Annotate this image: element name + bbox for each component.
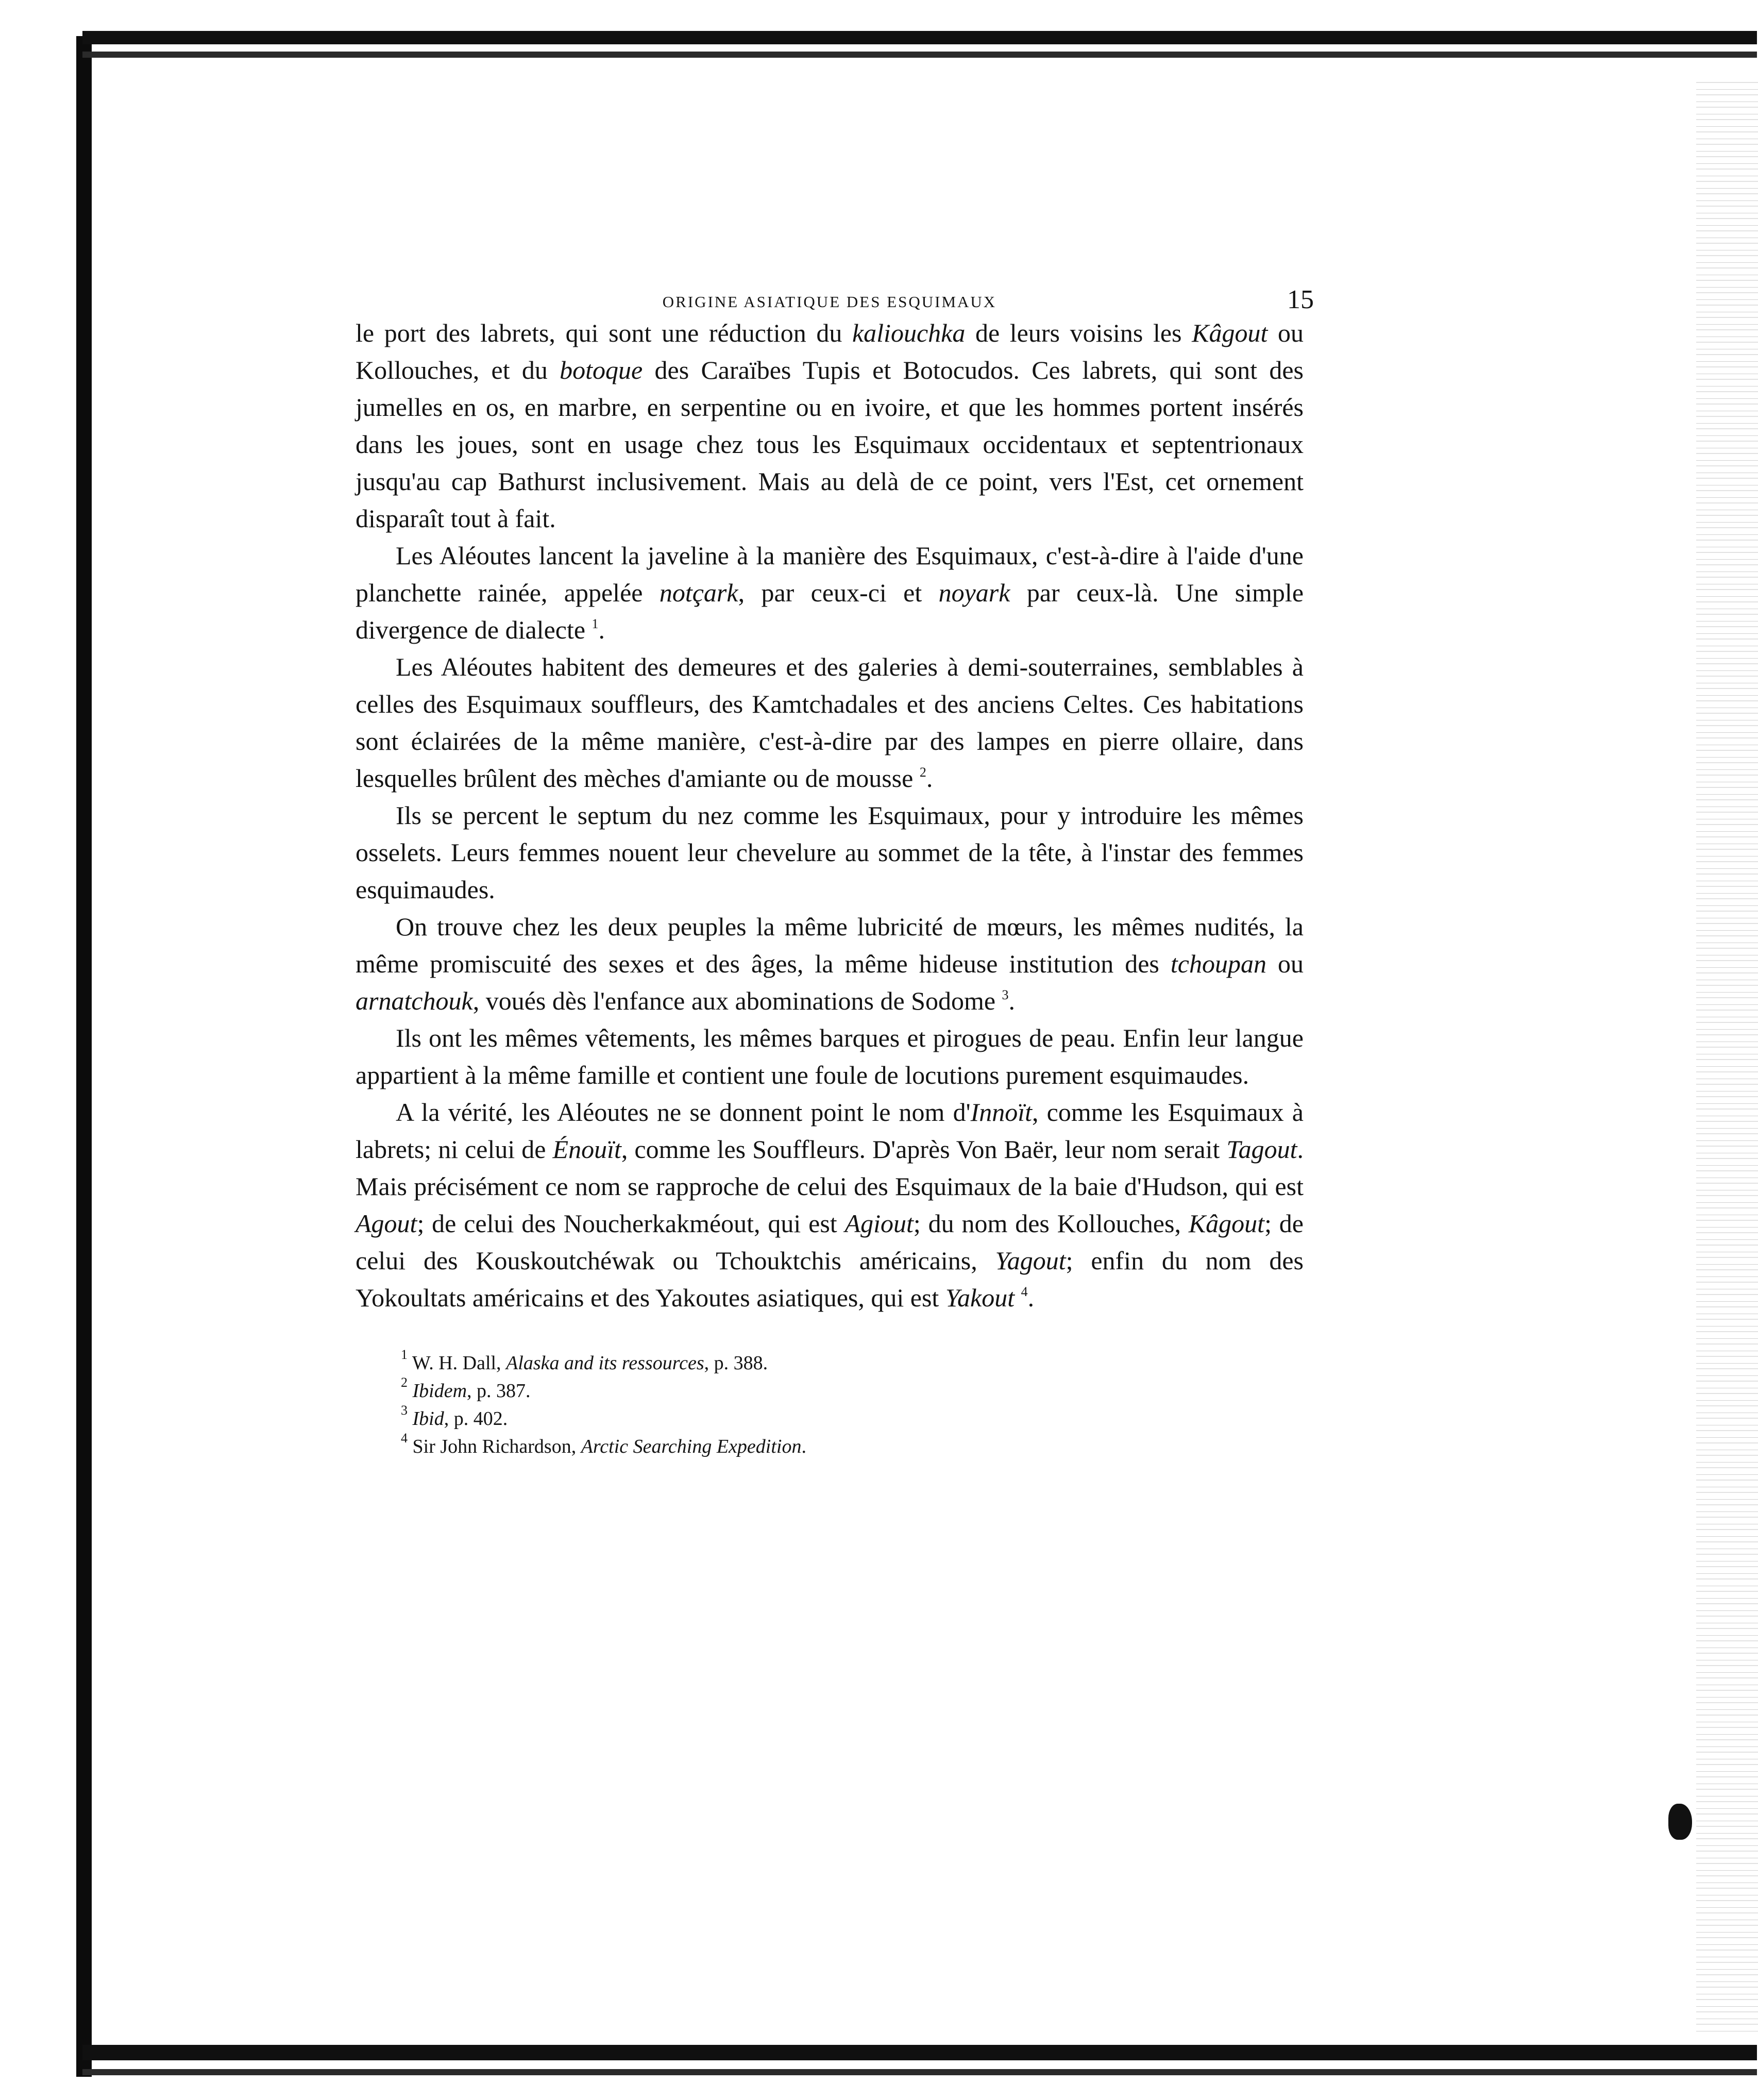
footnote: $^3$ Ibid, p. 402. <box>401 1403 508 1430</box>
footnote-ref-4: 4 <box>1021 1284 1028 1299</box>
paragraph-1: le port des labrets, qui sont une réduction du kaliouchka de leurs voisins les Kâgout ou Kollouches, et du botoque des Caraïbes Tupis et Botocudos. Ces labrets, qui sont des jumelles en os, en marbre, en serpentine ou en ivoire, et que les hommes portent insérés dans les joues, sont en usage chez tous les Esquimaux occidentaux et septentrionaux jusqu'au cap Bathurst inclusivement. Mais au delà de ce point, vers l'Est, cet ornement disparaît tout à fait. <box>356 318 1304 533</box>
scan-border-left <box>76 36 92 2077</box>
scan-border-top-thin <box>82 52 1757 58</box>
scan-border-bottom <box>82 2045 1757 2060</box>
footnote-ref-2: 2 <box>919 765 926 780</box>
footnotes <box>356 1349 1304 1460</box>
scan-edge-noise <box>1696 77 1758 2036</box>
ink-blot <box>1668 1804 1692 1840</box>
footnote: $^4$ Sir John Richardson, Arctic Searching Expedition. <box>401 1431 806 1457</box>
paragraph-7: A la vérité, les Aléoutes ne se donnent point le nom d'Innoït, comme les Esquimaux à labrets; ni celui de Énouït, comme les Souffleurs. D'après Von Baër, leur nom serait Tagout. Mais précisément ce nom se rapproche de celui des Esquimaux de la baie d'Hudson, qui est Agout; de celui des Noucherkakméout, qui est Agiout; du nom des Kollouches, Kâgout; de celui des Kouskoutchéwak ou Tchouktchis américains, Yagout; enfin du nom des Yokoultats américains et des Yakoutes asiatiques, qui est Yakout $^4$. <box>356 1098 1304 1312</box>
scan-border-bottom-thin <box>82 2069 1757 2075</box>
paragraph-2: Les Aléoutes lancent la javeline à la manière des Esquimaux, c'est-à-dire à l'aide d'une planchette rainée, appelée notçark, par ceux-ci et noyark par ceux-là. Une simple divergence de dialecte $^1$. <box>356 541 1304 644</box>
page-header <box>356 278 1314 314</box>
footnote-ref-1: 1 <box>591 616 599 631</box>
paragraph-6: Ils ont les mêmes vêtements, les mêmes barques et pirogues de peau. Enfin leur langue appartient à la même famille et contient une foule de locutions purement esquimaudes. <box>356 1023 1304 1089</box>
footnote: $^2$ Ibidem, p. 387. <box>401 1375 531 1402</box>
paragraph-3: Les Aléoutes habitent des demeures et des galeries à demi-souterraines, semblables à celles des Esquimaux souffleurs, des Kamtchadales et des anciens Celtes. Ces habitations sont éclairées de la même manière, c'est-à-dire par des lampes en pierre ollaire, dans lesquelles brûlent des mèches d'amiante ou de mousse $^2$. <box>356 652 1304 793</box>
footnote-ref-3: 3 <box>1002 987 1009 1002</box>
running-head: ORIGINE ASIATIQUE DES ESQUIMAUX <box>662 293 997 311</box>
scan-border-top <box>82 31 1757 44</box>
page <box>356 278 1314 1460</box>
paragraph-5: On trouve chez les deux peuples la même lubricité de mœurs, les mêmes nudités, la même promiscuité des sexes et des âges, la même hideuse institution des tchoupan ou arnatchouk, voués dès l'enfance aux abominations de Sodome $^3$. <box>356 912 1304 1015</box>
footnote: $^1$ W. H. Dall, Alaska and its ressources, p. 388. <box>401 1347 768 1374</box>
paragraph-4: Ils se percent le septum du nez comme les Esquimaux, pour y introduire les mêmes osselets. Leurs femmes nouent leur chevelure au sommet de la tête, à l'instar des femmes esquimaudes. <box>356 801 1304 904</box>
page-number: 15 <box>1287 285 1314 314</box>
